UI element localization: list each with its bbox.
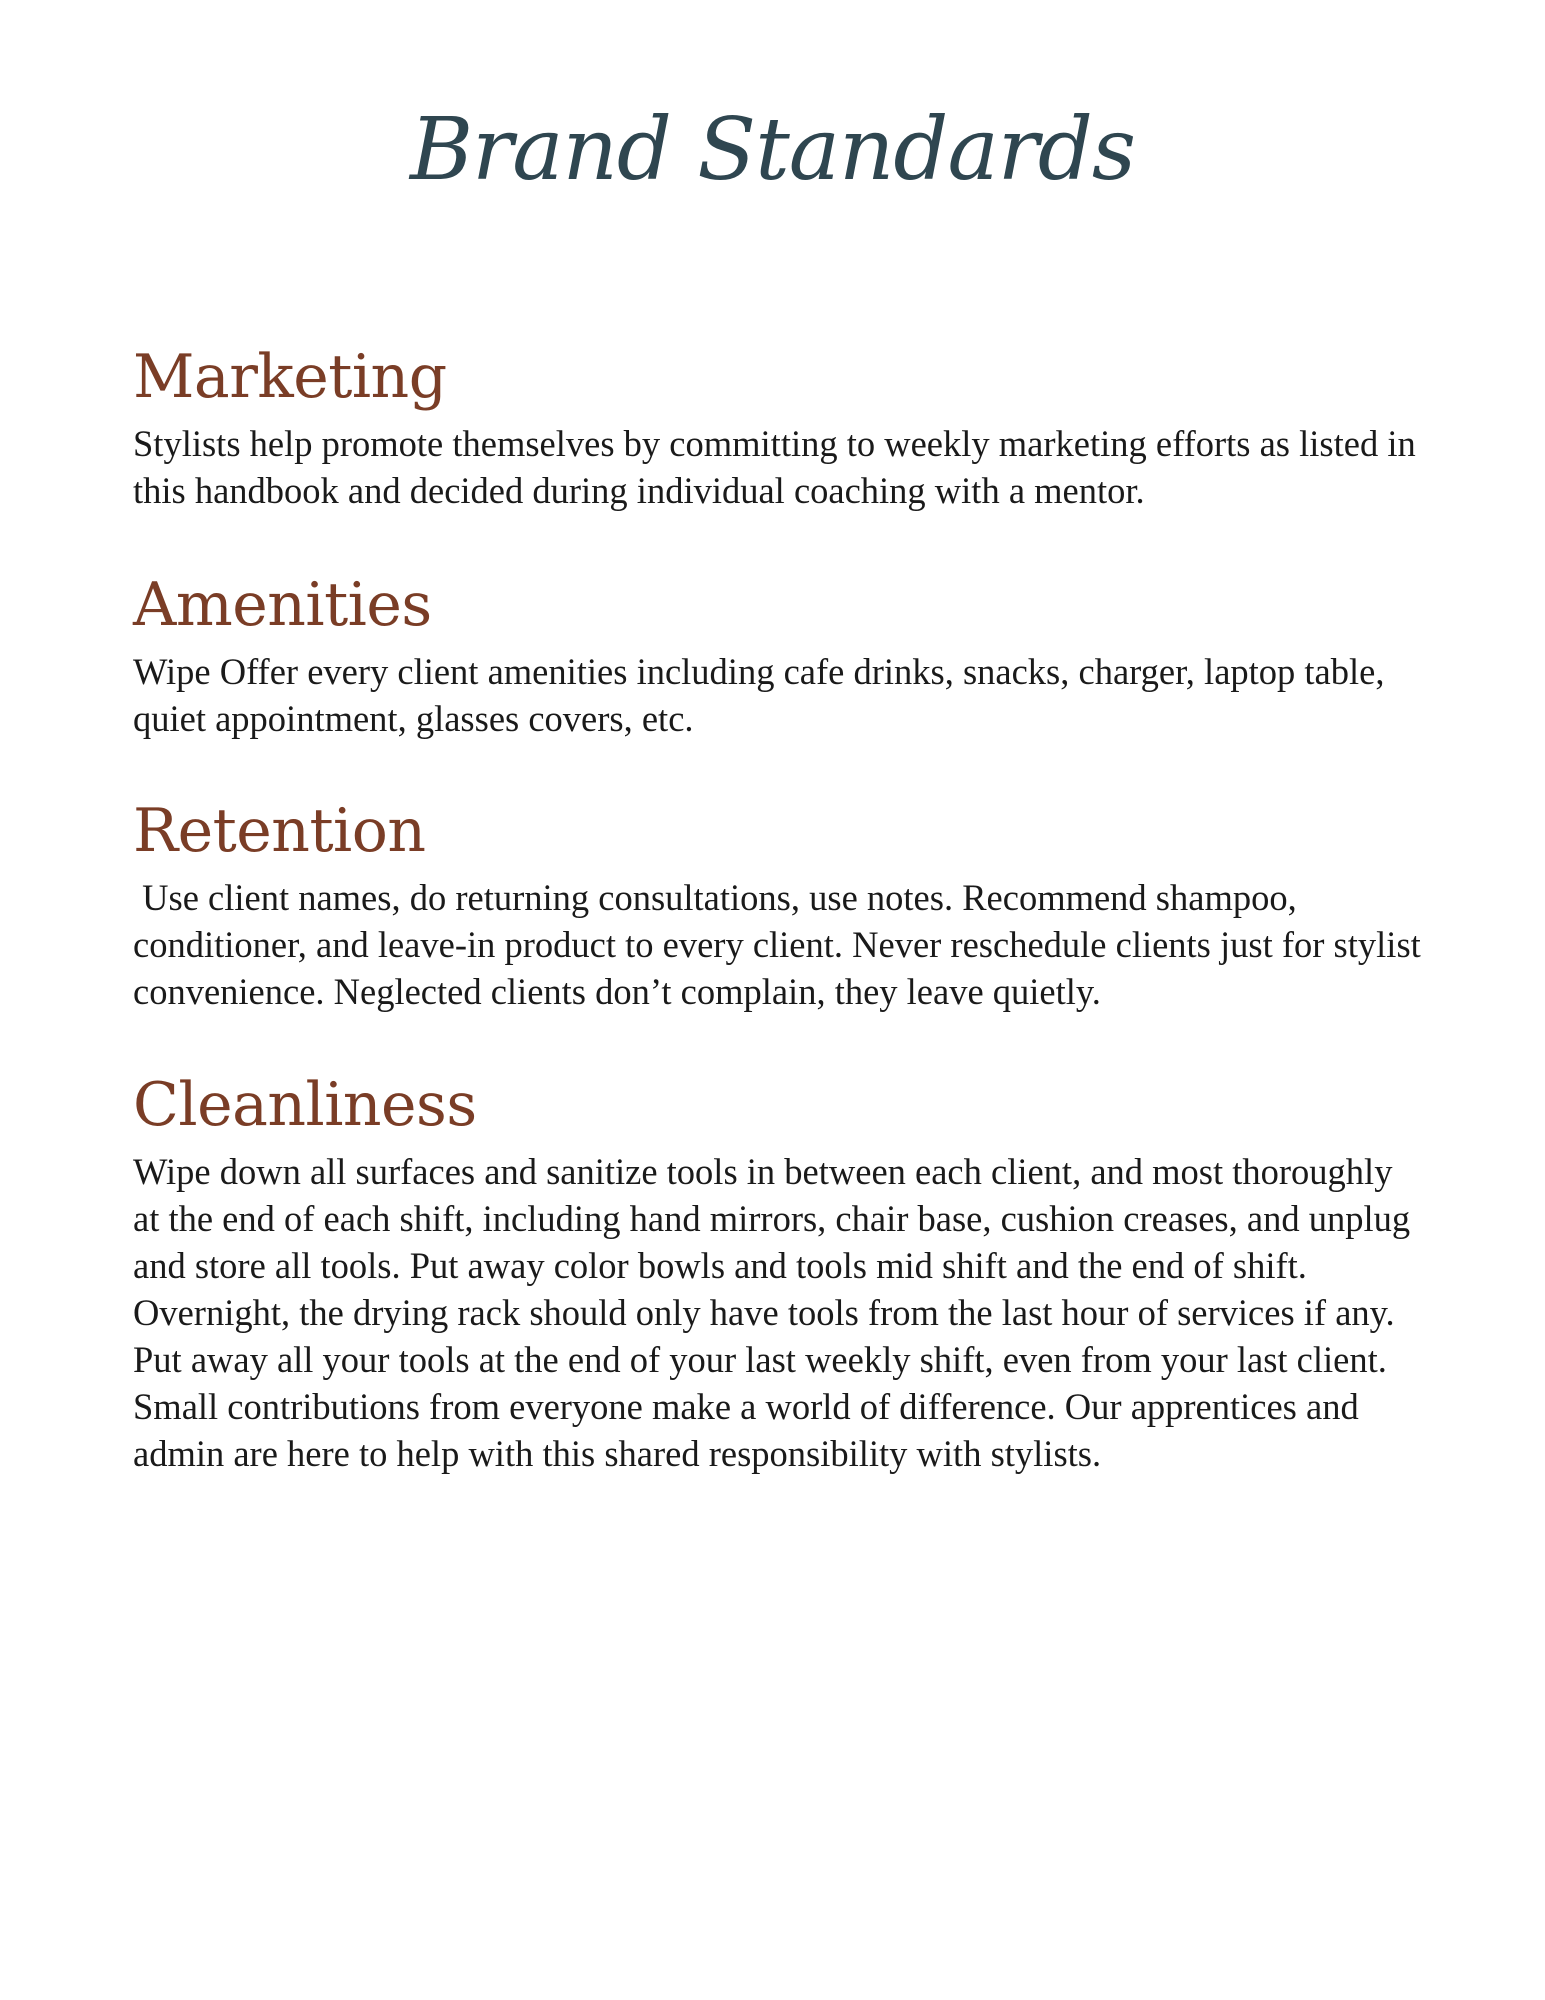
section-heading: Retention xyxy=(133,796,426,866)
section-heading: Cleanliness xyxy=(133,1070,477,1140)
section-heading: Amenities xyxy=(133,570,432,640)
section-amenities xyxy=(133,562,1423,742)
section-body: Wipe Offer every client amenities including cafe drinks, snacks, charger, laptop table, quiet appointment, glasses covers, etc. xyxy=(133,651,1385,739)
section-heading: Marketing xyxy=(133,342,447,412)
section-body: Use client names, do returning consultations, use notes. Recommend shampoo, conditioner, and leave-in product to every client. Never reschedule clients just for stylist convenience. Neglected clients don’t complain, they leave quietly. xyxy=(133,877,1430,1012)
section-body: Wipe down all surfaces and sanitize tools in between each client, and most thoroughly at the end of each shift, including hand mirrors, chair base, cushion creases, and unplug and store all tools. Put away color bowls and tools mid shift and the end of shift. Overnight, the drying rack should only have tools from the last hour of services if any. Put away all your tools at the end of your last weekly shift, even from your last client. Small contributions from everyone make a world of difference. Our apprentices and admin are here to help with this shared responsibility with stylists. xyxy=(133,1151,1411,1474)
section-marketing xyxy=(133,334,1423,514)
section-cleanliness xyxy=(133,1062,1423,1477)
page-title: Brand Standards xyxy=(409,100,1136,200)
section-retention xyxy=(133,788,1430,1015)
section-body: Stylists help promote themselves by committing to weekly marketing efforts as listed in this handbook and decided during individual coaching with a mentor. xyxy=(133,423,1416,511)
